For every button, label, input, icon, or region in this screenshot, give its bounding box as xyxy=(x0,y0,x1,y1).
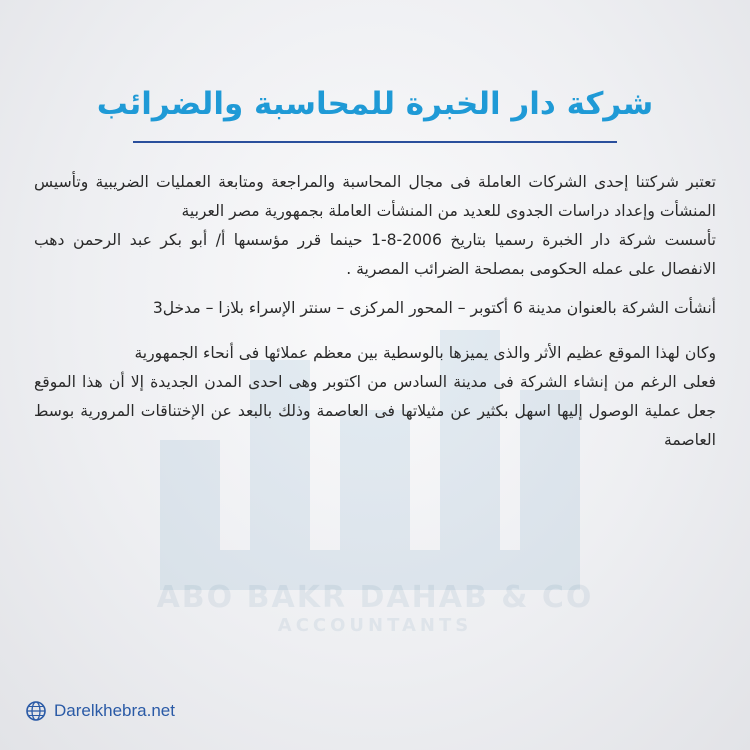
watermark-line-2: ACCOUNTANTS xyxy=(277,615,473,636)
watermark-line-1: ABO BAKR DAHAB & CO xyxy=(156,580,594,615)
paragraph-address: أنشأت الشركة بالعنوان مدينة 6 أكتوبر – المحور المركزى – سنتر الإسراء بلازا – مدخل3 xyxy=(152,299,716,317)
title-divider xyxy=(133,141,617,143)
paragraph-intro: تعتبر شركتنا إحدى الشركات العاملة فى مجال المحاسبة والمراجعة ومتابعة العمليات الضريبية وتأسيس المنشأت وإعداد دراسات الجدوى للعديد من المنشأت العاملة بجمهورية مصر العربية xyxy=(34,173,716,220)
paragraph-location: وكان لهذا الموقع عظيم الأثر والذى يميزها بالوسطية بين معظم عملائها فى أنحاء الجمهورية xyxy=(134,344,716,362)
page-title: شركة دار الخبرة للمحاسبة والضرائب xyxy=(96,86,654,122)
body-text xyxy=(34,168,716,455)
website-label: Darelkhebra.net xyxy=(54,701,175,720)
globe-icon xyxy=(26,701,46,721)
paragraph-access: فعلى الرغم من إنشاء الشركة فى مدينة السادس من اكتوبر وهى احدى المدن الجديدة إلا أن هذا الموقع جعل عملية الوصول إليها اسهل بكثير عن مثيلاتها فى العاصمة وذلك بالبعد عن الإختناقات المرورية بوسط العاصمة xyxy=(34,373,716,449)
footer-website-link[interactable] xyxy=(26,701,175,721)
paragraph-founding: تأسست شركة دار الخبرة رسميا بتاريخ 2006-8-1 حينما قرر مؤسسها أ/ أبو بكر عبد الرحمن دهب الانفصال على عمله الحكومى بمصلحة الضرائب المصرية . xyxy=(34,231,716,278)
